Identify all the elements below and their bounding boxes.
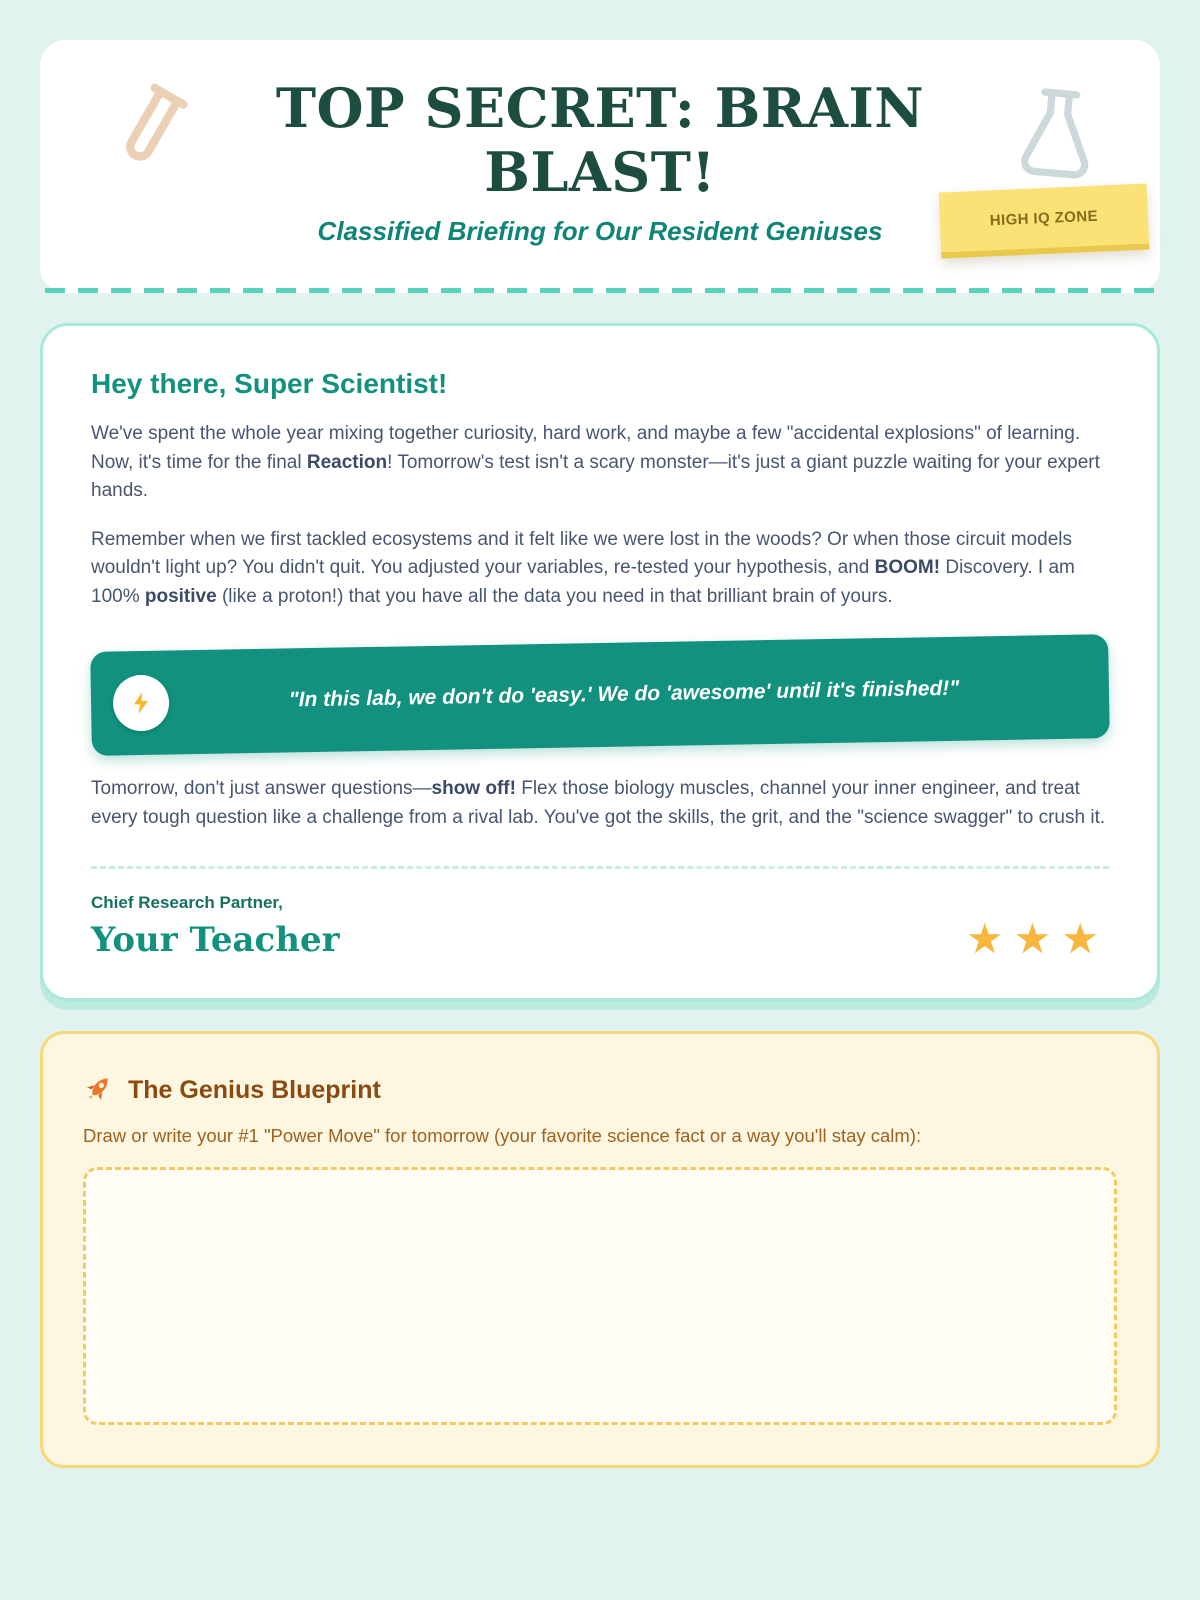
high-iq-zone-badge xyxy=(939,183,1150,258)
bold-text: positive xyxy=(144,585,217,607)
quote-banner xyxy=(90,634,1110,756)
text-segment: Tomorrow, don't just answer questions— xyxy=(91,778,432,799)
badge-label: HIGH IQ ZONE xyxy=(989,207,1099,229)
text-segment: Discovery. I am 100% xyxy=(91,557,1075,607)
greeting: Hey there, Super Scientist! xyxy=(91,368,448,399)
text-segment: We've spent the whole year mixing together curiosity, hard work, and maybe a few "accidental explosions" of learning. Now, it's time for the final xyxy=(91,423,1081,473)
blueprint-card xyxy=(40,1031,1160,1468)
page-title: TOP SECRET: BRAIN BLAST! xyxy=(275,76,925,204)
signature-block xyxy=(91,893,340,960)
letter-paragraph-3 xyxy=(91,775,1109,832)
bold-text: show off! xyxy=(431,778,516,799)
signature-row xyxy=(91,893,1109,960)
blueprint-title-row xyxy=(83,1072,1117,1109)
quote-text: "In this lab, we don't do 'easy.' We do 'awesome' until it's finished!" xyxy=(288,676,960,712)
text-segment: Remember when we first tackled ecosystems and it felt like we were lost in the woods? Or when those circuit models wouldn't light up? You didn't quit. You adjusted your variables, re-tested your hypothesis, and xyxy=(91,528,1073,578)
bold-text: BOOM! xyxy=(874,557,941,578)
flask-icon xyxy=(1012,83,1102,191)
star-icons: ★★★ xyxy=(966,915,1109,962)
bold-text: Reaction xyxy=(306,451,388,473)
letter-paragraph-1 xyxy=(91,420,1109,506)
signature-role: Chief Research Partner, xyxy=(91,893,283,912)
text-segment: (like a proton!) that you have all the data you need in that brilliant brain of yours. xyxy=(216,585,893,607)
test-tube-icon xyxy=(96,75,199,195)
page-subtitle: Classified Briefing for Our Resident Geniuses xyxy=(317,216,883,246)
blueprint-title: The Genius Blueprint xyxy=(128,1076,381,1104)
letter-paragraph-2 xyxy=(91,526,1109,612)
signature-divider xyxy=(91,866,1109,869)
text-segment: Flex those biology muscles, channel your inner engineer, and treat every tough question like a challenge from a rival lab. You've got the skills, the grit, and the "science swagger" to crush it. xyxy=(91,778,1106,828)
lightning-bolt-icon xyxy=(113,675,170,732)
signature-name: Your Teacher xyxy=(91,920,340,960)
letter-card xyxy=(40,323,1160,1001)
rocket-icon xyxy=(83,1072,115,1109)
text-segment: ! Tomorrow's test isn't a scary monster—it's just a giant puzzle waiting for your expert hands. xyxy=(91,451,1100,501)
blueprint-prompt: Draw or write your #1 "Power Move" for tomorrow (your favorite science fact or a way you'll stay calm): xyxy=(83,1125,922,1146)
dashed-divider xyxy=(45,288,1155,293)
power-move-draw-area[interactable] xyxy=(83,1167,1117,1425)
